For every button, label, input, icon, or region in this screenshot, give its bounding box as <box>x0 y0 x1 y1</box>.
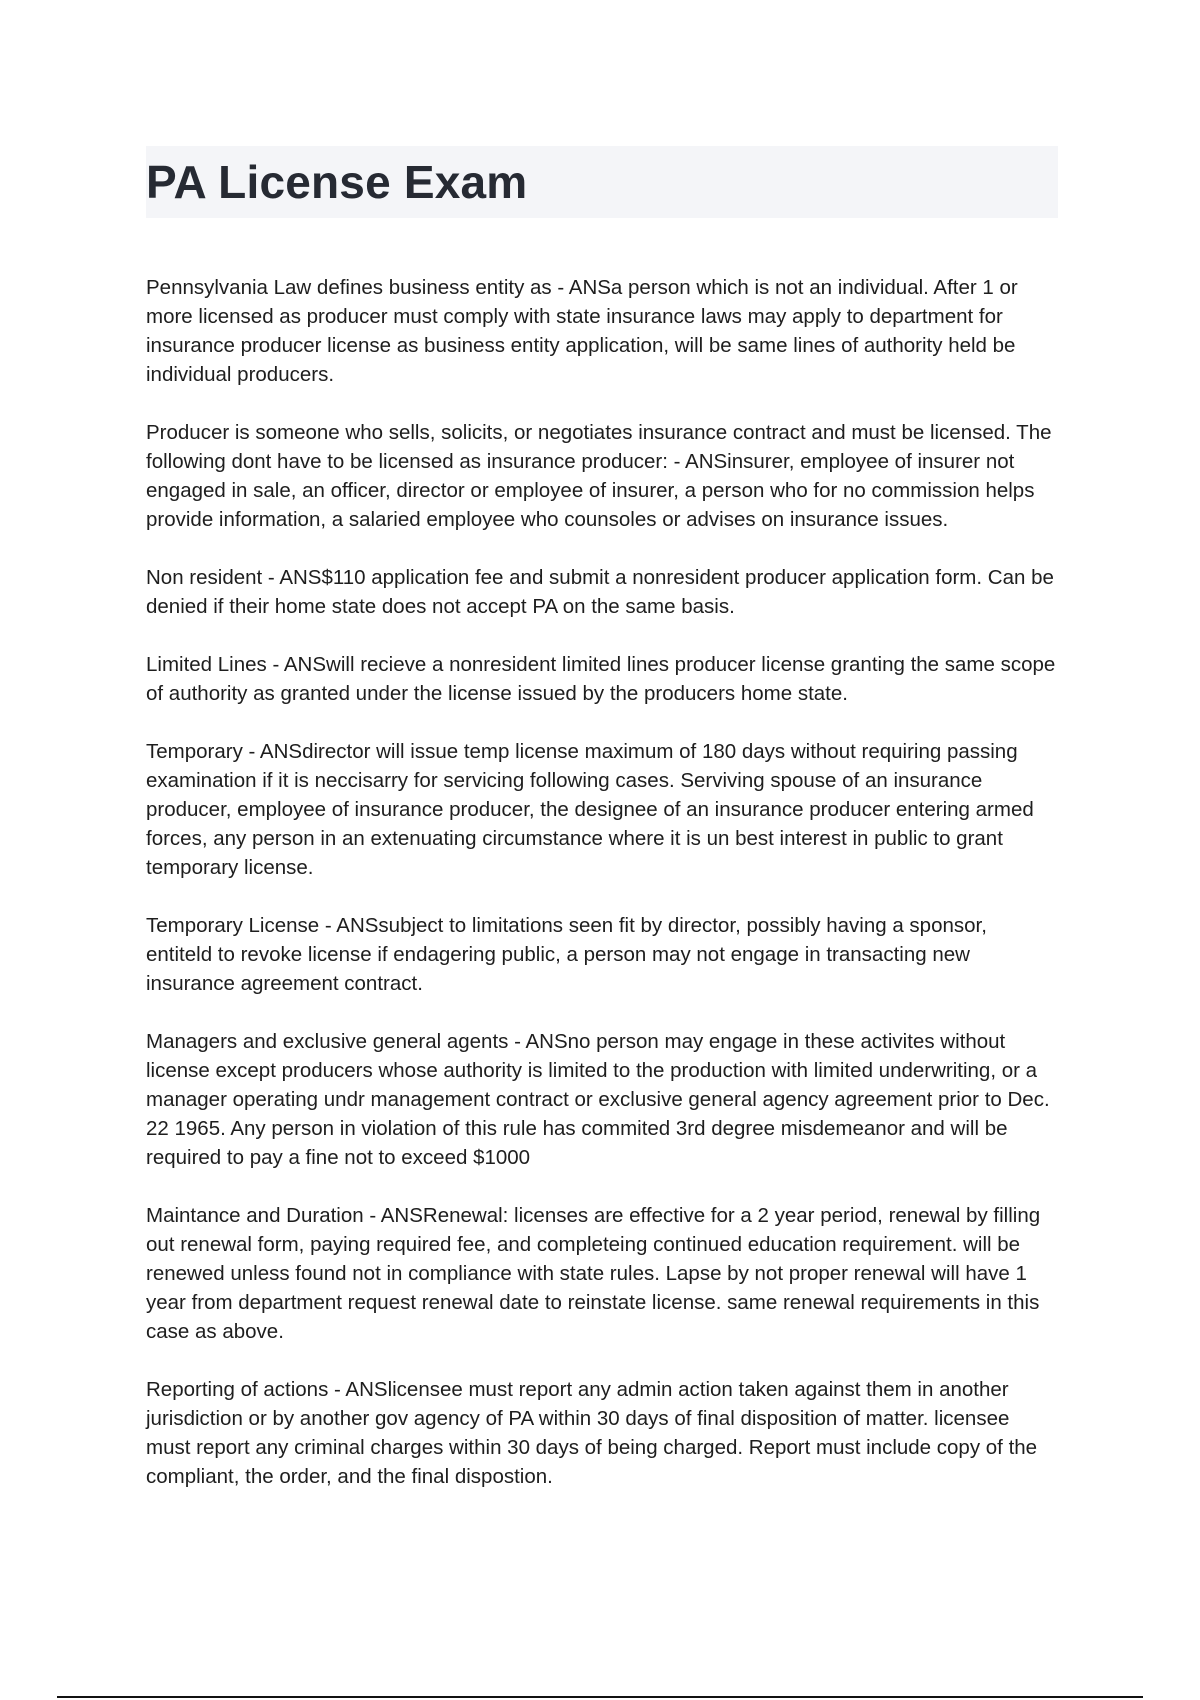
paragraph-temporary-license: Temporary License - ANSsubject to limitations seen fit by director, possibly having a sponsor, entiteld to revoke license if endagering public, a person may not engage in transacting new insurance agreement contract. <box>146 914 987 995</box>
paragraph-business-entity: Pennsylvania Law defines business entity as - ANSa person which is not an individual. After 1 or more licensed as producer must comply with state insurance laws may apply to department for insurance producer license as business entity application, will be same lines of authority held be individual producers. <box>146 276 1018 386</box>
paragraph-maintenance-duration: Maintance and Duration - ANSRenewal: licenses are effective for a 2 year period, renewal by filling out renewal form, paying required fee, and completeing continued education requirement. will be renewed unless found not in compliance with state rules. Lapse by not proper renewal will have 1 year from department request renewal date to reinstate license. same renewal requirements in this case as above. <box>146 1204 1041 1343</box>
paragraph-reporting-actions: Reporting of actions - ANSlicensee must report any admin action taken against them in another jurisdiction or by another gov agency of PA within 30 days of final disposition of matter. licensee must report any criminal charges within 30 days of being charged. Report must include copy of the compliant, the order, and the final dispostion. <box>146 1378 1038 1488</box>
paragraph-limited-lines: Limited Lines - ANSwill recieve a nonresident limited lines producer license granting the same scope of authority as granted under the license issued by the producers home state. <box>146 653 1056 705</box>
page-title: PA License Exam <box>146 156 528 208</box>
paragraph-managers-agents: Managers and exclusive general agents - ANSno person may engage in these activites without license except producers whose authority is limited to the production with limited underwriting, or a manager operating undr management contract or exclusive general agency agreement prior to Dec. 22 1965. Any person in violation of this rule has commited 3rd degree misdemeanor and will be required to pay a fine not to exceed $1000 <box>146 1030 1050 1169</box>
paragraph-producer: Producer is someone who sells, solicits, or negotiates insurance contract and must be licensed. The following dont have to be licensed as insurance producer: - ANSinsurer, employee of insurer not engaged in sale, an officer, director or employee of insurer, a person who for no commission helps provide information, a salaried employee who counsoles or advises on insurance issues. <box>146 421 1052 531</box>
title-banner <box>146 146 1058 218</box>
bottom-divider <box>57 1696 1143 1698</box>
paragraph-temporary: Temporary - ANSdirector will issue temp license maximum of 180 days without requiring passing examination if it is neccisarry for servicing following cases. Serviving spouse of an insurance producer, employee of insurance producer, the designee of an insurance producer entering armed forces, any person in an extenuating circumstance where it is un best interest in public to grant temporary license. <box>146 740 1034 879</box>
paragraph-non-resident: Non resident - ANS$110 application fee and submit a nonresident producer application form. Can be denied if their home state does not accept PA on the same basis. <box>146 566 1054 618</box>
document-body <box>146 273 1058 1491</box>
document-page <box>146 146 1058 1520</box>
